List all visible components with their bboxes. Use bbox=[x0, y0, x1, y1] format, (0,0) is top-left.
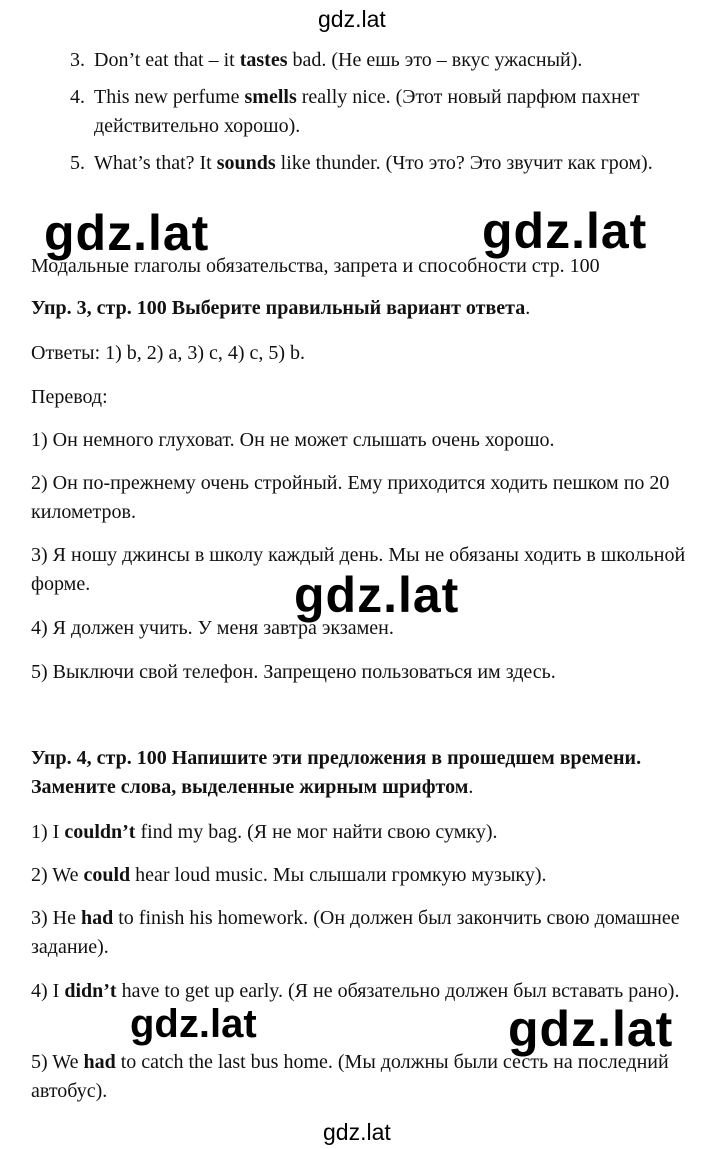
watermark-big-right: gdz.lat bbox=[482, 203, 648, 259]
watermark-top: gdz.lat bbox=[318, 6, 386, 32]
section-title: Модальные глаголы обязательства, запрета и способности стр. 100 bbox=[31, 255, 600, 277]
watermark-bottom: gdz.lat bbox=[323, 1119, 391, 1145]
list-item: 4. This new perfume smells really nice. (Этот новый парфюм пахнет действительно хорошо). bbox=[90, 83, 720, 141]
watermark-big-center: gdz.lat bbox=[294, 567, 460, 623]
watermark-mid-left: gdz.lat bbox=[130, 1002, 257, 1046]
list-item: 5. What’s that? It sounds like thunder. (Что это? Это звучит как гром). bbox=[90, 149, 720, 178]
translation-line: 2) Он по-прежнему очень стройный. Ему приходится ходить пешком по 20 километров. bbox=[31, 472, 670, 523]
ex3-heading: Упр. 3, стр. 100 Выберите правильный вариант ответа. bbox=[31, 297, 531, 319]
ex4-line: 1) I couldn’t find my bag. (Я не мог найти свою сумку). bbox=[31, 821, 498, 843]
translation-line: 4) Я должен учить. У меня завтра экзамен. bbox=[31, 617, 394, 639]
translation-line: 3) Я ношу джинсы в школу каждый день. Мы не обязаны ходить в школьной форме. bbox=[31, 544, 686, 595]
ex4-line: 3) He had to finish his homework. (Он должен был закончить свою домашнее задание). bbox=[31, 907, 680, 958]
bold-word: had bbox=[80, 907, 114, 929]
list-item: 3. Don’t eat that – it tastes bad. (Не ешь это – вкус ужасный). bbox=[90, 46, 720, 75]
translation-label: Перевод: bbox=[31, 386, 108, 408]
bold-word: had bbox=[83, 1051, 116, 1073]
bold-word: could bbox=[83, 864, 131, 886]
bold-word: couldn’t bbox=[64, 821, 136, 843]
watermark-big-left: gdz.lat bbox=[44, 205, 210, 261]
ex3-answers: Ответы: 1) b, 2) a, 3) c, 4) c, 5) b. bbox=[31, 342, 306, 364]
bold-word: sounds bbox=[216, 152, 276, 174]
ex4-line: 5) We had to catch the last bus home. (Мы должны были сесть на последний автобус). bbox=[31, 1051, 669, 1102]
ex4-line: 2) We could hear loud music. Мы слышали громкую музыку). bbox=[31, 864, 547, 886]
translation-line: 1) Он немного глуховат. Он не может слышать очень хорошо. bbox=[31, 429, 555, 451]
ex4-line: 4) I didn’t have to get up early. (Я не обязательно должен был вставать рано). bbox=[31, 980, 680, 1002]
translation-line: 5) Выключи свой телефон. Запрещено пользоваться им здесь. bbox=[31, 661, 556, 683]
ex4-heading: Упр. 4, стр. 100 Напишите эти предложения в прошедшем времени. Замените слова, выделенные жирным шрифтом. bbox=[31, 747, 642, 798]
watermark-big-lower-right: gdz.lat bbox=[508, 1001, 674, 1057]
bold-word: smells bbox=[244, 86, 297, 108]
bold-word: tastes bbox=[239, 49, 288, 71]
items-list bbox=[58, 46, 720, 186]
bold-word: didn’t bbox=[64, 980, 117, 1002]
